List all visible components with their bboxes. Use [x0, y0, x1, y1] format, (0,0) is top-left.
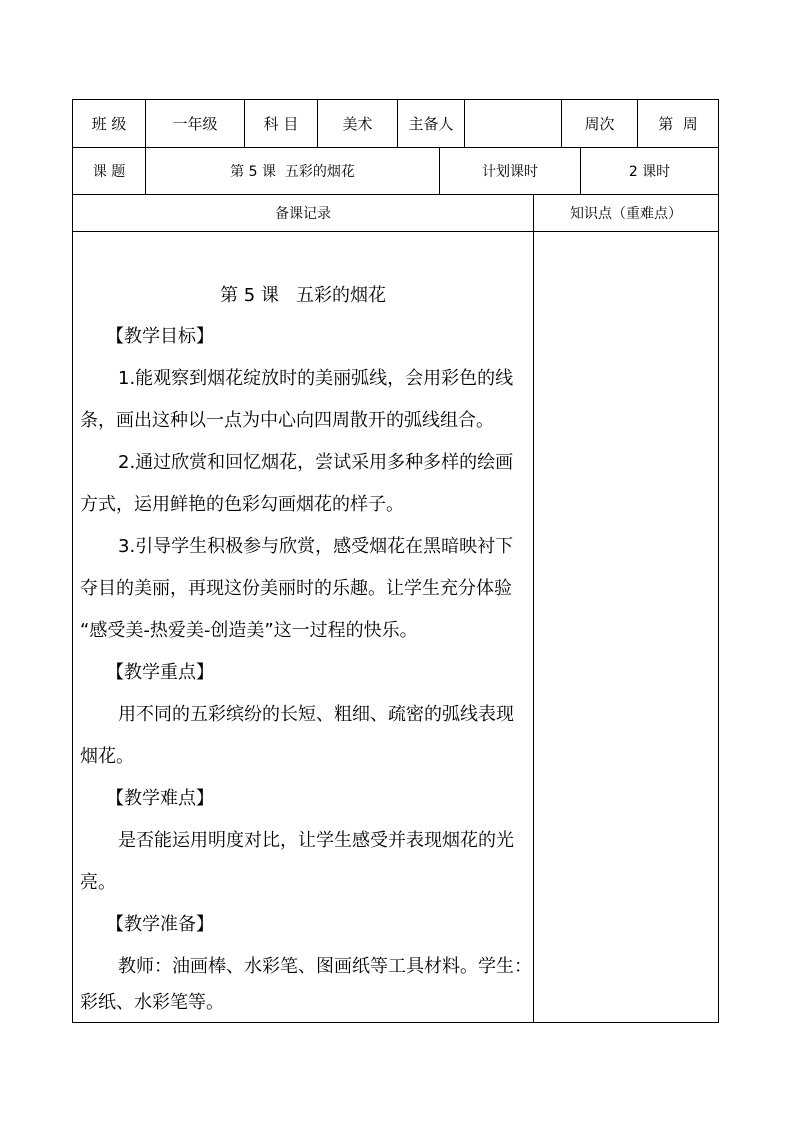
- subject-label: 科 目: [263, 115, 299, 133]
- paragraph-line: 亮。: [80, 872, 116, 893]
- paragraph-line: 条，画出这种以一点为中心向四周散开的弧线组合。: [80, 410, 494, 431]
- section-heading-difficulties: 【教学难点】: [106, 788, 214, 809]
- paragraph-line: 烟花。: [80, 746, 134, 767]
- column-divider-records: [533, 194, 534, 1023]
- section-heading-objectives: 【教学目标】: [106, 326, 214, 347]
- paragraph-line: 1.能观察到烟花绽放时的美丽弧线，会用彩色的线: [118, 368, 514, 389]
- preparer-label: 主备人: [408, 115, 454, 133]
- table-border-left: [72, 99, 73, 1023]
- paragraph-line: 3.引导学生积极参与欣赏，感受烟花在黑暗映衬下: [118, 536, 514, 557]
- subject-value: 美术: [342, 115, 373, 133]
- plan-hours-value: 2 课时: [628, 164, 671, 180]
- paragraph-line: 彩纸、水彩笔等。: [80, 992, 224, 1013]
- record-header: 备课记录: [275, 206, 331, 222]
- lesson-title: 第 5 课 五彩的烟花: [219, 285, 387, 306]
- paragraph-line: 是否能运用明度对比，让学生感受并表现烟花的光: [118, 830, 514, 851]
- paragraph-line: 夺目的美丽，再现这份美丽时的乐趣。让学生充分体验: [80, 578, 512, 599]
- paragraph-line: 用不同的五彩缤纷的长短、粗细、疏密的弧线表现: [118, 704, 514, 725]
- preparer-value: [465, 100, 561, 147]
- class-label: 班 级: [91, 115, 127, 133]
- paragraph-line: “感受美-热爱美-创造美”这一过程的快乐。: [80, 620, 418, 641]
- plan-hours-label: 计划课时: [482, 164, 538, 180]
- table-border-right: [718, 99, 719, 1023]
- paragraph-line: 2.通过欣赏和回忆烟花，尝试采用多种多样的绘画: [118, 452, 514, 473]
- week-value: 第 周: [658, 115, 698, 133]
- topic-value: 第 5 课 五彩的烟花: [230, 164, 355, 180]
- paragraph-line: 教师：油画棒、水彩笔、图画纸等工具材料。学生：: [118, 956, 532, 977]
- paragraph-line: 方式，运用鲜艳的色彩勾画烟花的样子。: [80, 494, 404, 515]
- section-heading-key-points: 【教学重点】: [106, 662, 214, 683]
- week-label: 周次: [584, 115, 615, 133]
- knowledge-header: 知识点（重难点）: [570, 206, 682, 222]
- topic-label: 课 题: [92, 164, 126, 180]
- table-border-bottom: [72, 1022, 719, 1023]
- class-value: 一年级: [172, 115, 218, 133]
- section-heading-preparation: 【教学准备】: [106, 914, 214, 935]
- row-divider-3: [72, 231, 719, 232]
